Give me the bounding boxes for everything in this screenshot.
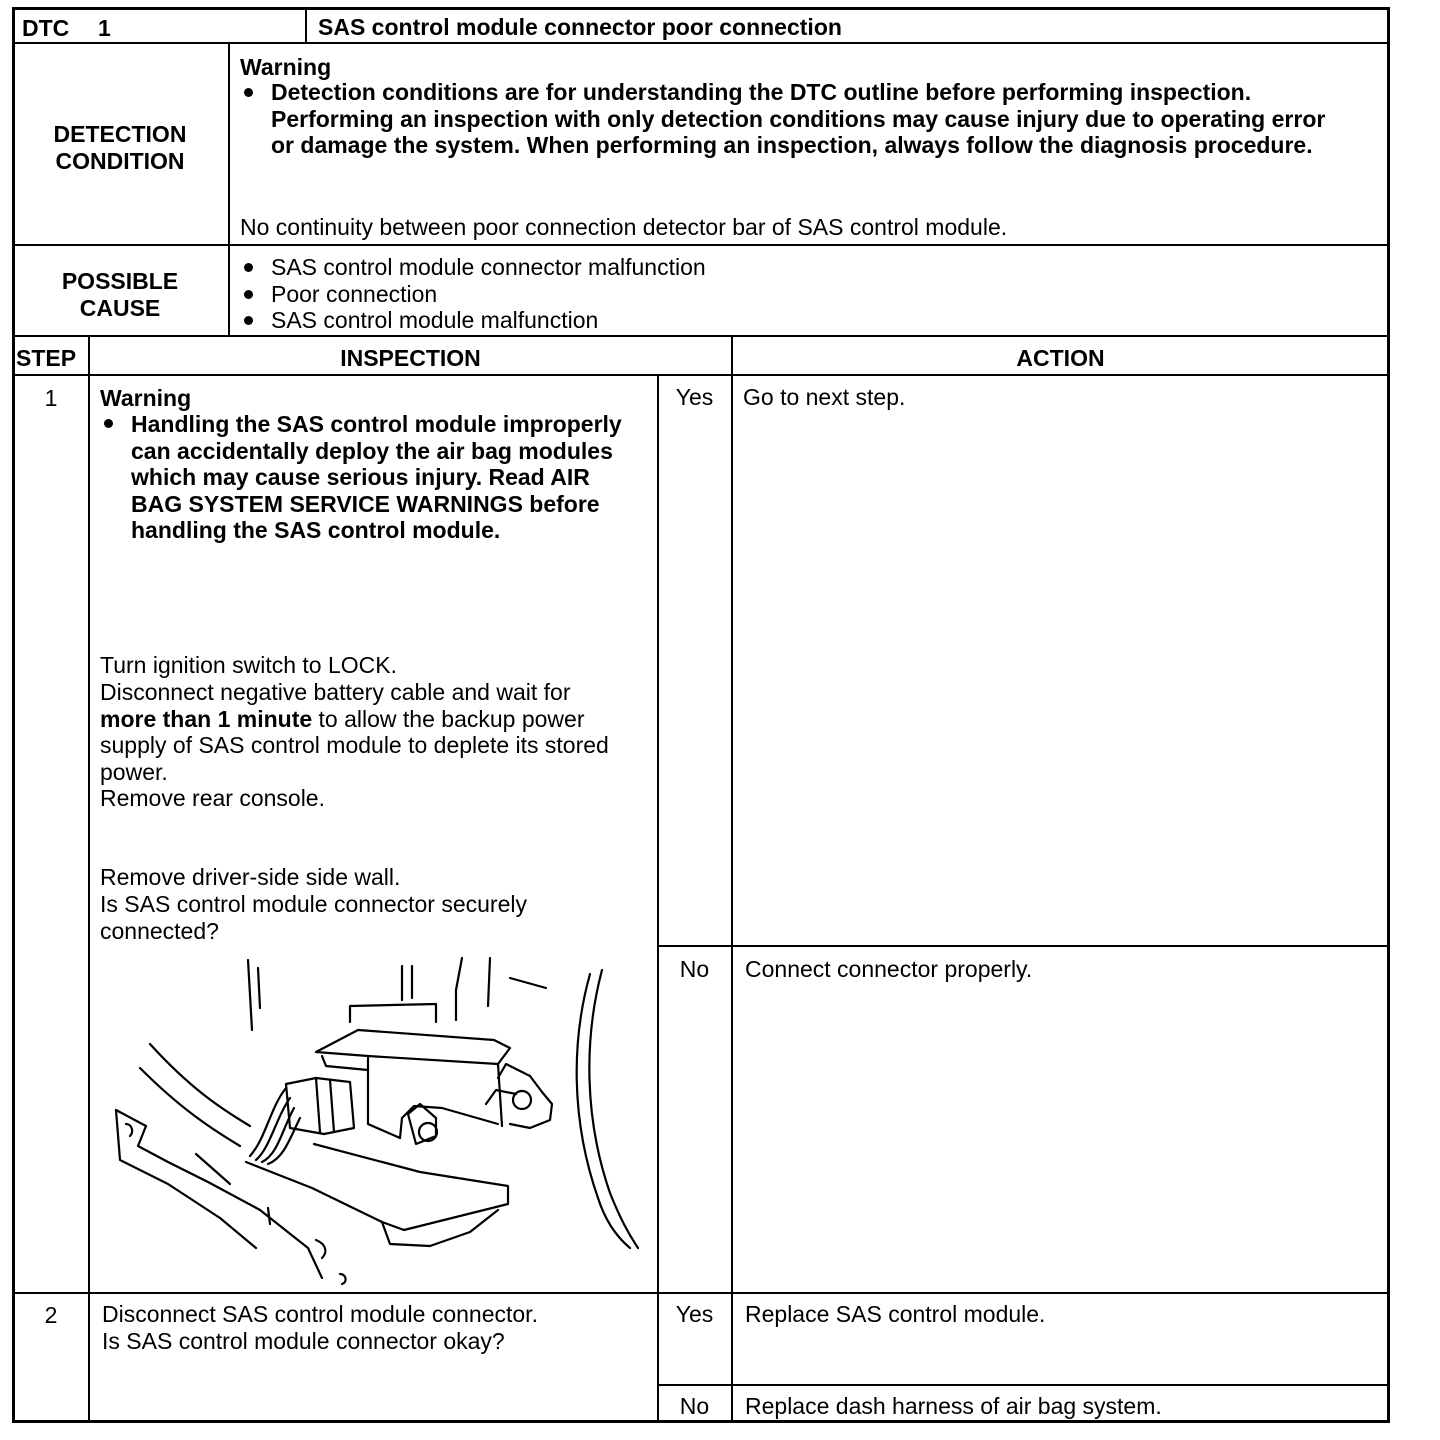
- step1-warning-text: Handling the SAS control module improperly can accidentally deploy the air bag modules which may cause serious injury. Read AIR BAG SYSTEM SERVICE WARNINGS before handling the SAS control module.: [131, 411, 622, 543]
- step-number: 1: [44, 385, 58, 411]
- step1-instruction: Remove driver-side side wall.: [100, 864, 401, 890]
- possible-cause-label-line2: CAUSE: [79, 295, 161, 321]
- detection-warning-text: Detection conditions are for understanding the DTC outline before performing inspection. Performing an inspection with only detection conditions may cause injury due to operating error or damage the system. When performing an inspection, always follow the diagnosis procedure.: [271, 79, 1326, 158]
- bullet-icon: [244, 290, 253, 299]
- divider: [657, 945, 1390, 947]
- step1-yes-action: Go to next step.: [743, 384, 906, 410]
- step1-no-label: No: [679, 956, 710, 982]
- divider: [12, 1292, 1390, 1294]
- bullet-icon: [104, 419, 113, 428]
- step1-question: Is SAS control module connector securely connected?: [100, 891, 527, 944]
- step-header: STEP: [16, 345, 77, 371]
- dtc-label: DTC: [22, 15, 70, 41]
- bullet-icon: [244, 316, 253, 325]
- bullet-icon: [244, 263, 253, 272]
- divider: [657, 1384, 1390, 1386]
- step1-no-action: Connect connector properly.: [745, 956, 1033, 982]
- detection-label-line2: CONDITION: [55, 148, 185, 174]
- step1-warning-heading: Warning: [100, 385, 192, 411]
- step1-instruction-battery: [100, 679, 640, 785]
- step1-instruction-battery-pre: Disconnect negative battery cable and wait for: [100, 679, 571, 705]
- sas-module-connector-illustration: [90, 948, 650, 1288]
- step2-instruction: Disconnect SAS control module connector.: [102, 1301, 538, 1327]
- detection-warning-heading: Warning: [240, 54, 332, 80]
- detection-label-line1: DETECTION: [53, 121, 187, 147]
- step1-instruction-battery-bold: more than 1 minute: [100, 705, 313, 732]
- dtc-number: 1: [98, 15, 111, 41]
- step2-yes-label: Yes: [675, 1301, 714, 1327]
- step2-question: Is SAS control module connector okay?: [102, 1328, 505, 1354]
- detection-condition-text: No continuity between poor connection detector bar of SAS control module.: [240, 214, 1008, 240]
- action-header: ACTION: [1016, 345, 1105, 371]
- possible-cause-item: SAS control module connector malfunction: [271, 254, 706, 280]
- divider: [657, 375, 659, 1423]
- inspection-header: INSPECTION: [340, 345, 481, 371]
- step1-yes-label: Yes: [675, 384, 714, 410]
- divider: [12, 335, 1390, 337]
- step2-yes-action: Replace SAS control module.: [745, 1301, 1046, 1327]
- divider: [305, 7, 307, 44]
- possible-cause-item: Poor connection: [271, 281, 438, 307]
- possible-cause-label-line1: POSSIBLE: [61, 268, 179, 294]
- divider: [12, 374, 1390, 376]
- divider: [731, 336, 733, 1423]
- divider: [12, 42, 1390, 44]
- step1-instruction-battery-post: to allow the backup power supply of SAS control module to deplete its stored power.: [100, 705, 609, 785]
- dtc-title: SAS control module connector poor connection: [318, 14, 842, 40]
- step2-no-action: Replace dash harness of air bag system.: [745, 1393, 1162, 1419]
- divider: [228, 43, 230, 336]
- step2-no-label: No: [679, 1393, 710, 1419]
- step1-instruction: Turn ignition switch to LOCK.: [100, 652, 397, 678]
- step1-instruction: Remove rear console.: [100, 785, 325, 811]
- divider: [12, 244, 1390, 246]
- step-number: 2: [44, 1302, 58, 1328]
- bullet-icon: [244, 88, 253, 97]
- possible-cause-item: SAS control module malfunction: [271, 307, 599, 333]
